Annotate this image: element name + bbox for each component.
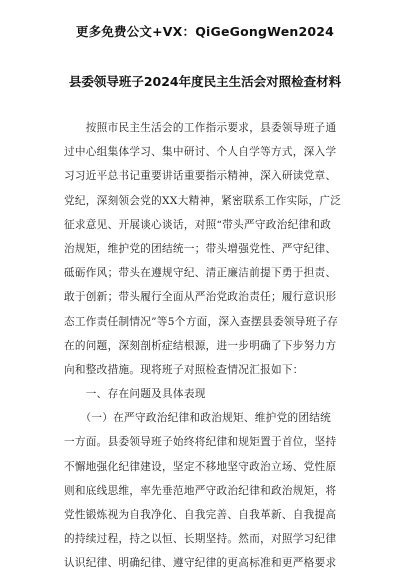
body-line: 过中心组集体学习、集中研讨、个人自学等方式，深入学 xyxy=(64,146,337,159)
body-line: 砥砺作风；带头在遵规守纪、清正廉洁前提下勇于担责、 xyxy=(64,267,337,280)
body-line: 治规矩，维护党的团结统一；带头增强党性、严守纪律、 xyxy=(64,242,337,255)
body-line: 习习近平总书记重要讲话重要指示精神，深入研读党章、 xyxy=(64,170,337,183)
body-line: 敢于创新；带头履行全面从严治党政治责任；履行意识形 xyxy=(64,291,337,304)
body-line: （一）在严守政治纪律和政治规矩、维护党的团结统 xyxy=(64,412,332,425)
body-line: 党纪，深刻领会党的XX大精神，紧密联系工作实际，广泛 xyxy=(64,194,342,207)
watermark-header: 更多免费公文+VX：QiGeGongWen2024 xyxy=(75,24,335,39)
body-line: 向和整改措施。现将班子对照检查情况汇报如下： xyxy=(64,363,304,376)
document-body xyxy=(64,116,350,576)
document-title: 县委领导班子2024年度民主生活会对照检查材料 xyxy=(68,74,342,89)
body-line: 态工作责任制情况”等5个方面，深入查摆县委领导班子存 xyxy=(64,315,339,328)
body-line: 按照市民主生活会的工作指示要求，县委领导班子通 xyxy=(64,122,337,134)
body-line: 则和底线思维，率先垂范地严守政治纪律和政治规矩，将 xyxy=(64,484,337,497)
body-line: 一方面。县委领导班子始终将纪律和规矩置于首位，坚持 xyxy=(64,436,337,449)
body-line: 一、存在问题及具体表现 xyxy=(64,388,206,401)
body-line: 的持续过程，持之以恒、长期坚持。然而，对照学习纪律 xyxy=(64,533,337,546)
body-line: 在的问题，深刻剖析症结根源，进一步明确了下步努力方 xyxy=(64,339,337,352)
body-line: 不懈地强化纪律建设，坚定不移地坚守政治立场、党性原 xyxy=(64,460,337,473)
body-line: 征求意见、开展谈心谈话，对照“带头严守政治纪律和政 xyxy=(64,218,332,231)
body-line: 党性锻炼视为自我净化、自我完善、自我革新、自我提高 xyxy=(64,509,337,521)
body-line: 认识纪律、明确纪律、遵守纪律的更高标准和更严格要求 xyxy=(64,557,337,570)
